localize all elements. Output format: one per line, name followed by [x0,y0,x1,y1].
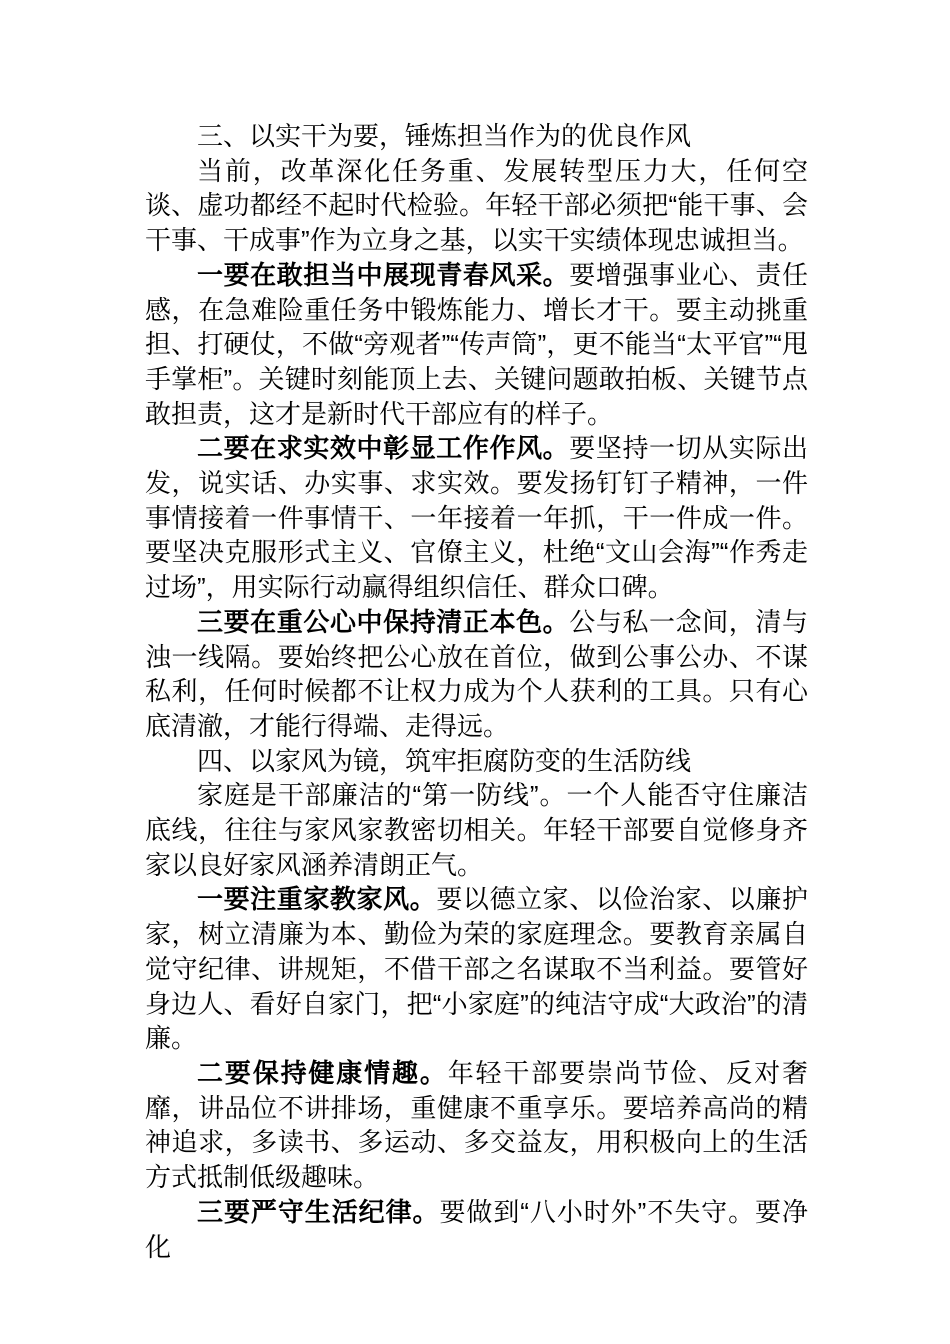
paragraph-text: 要坚持一切从实际出发，说实话、办实事、求实效。要发扬钉钉子精神，一件事情接着一件事情干、一年接着一年抓，干一件成一件。要坚决克服形式主义、官僚主义，杜绝“文山会海”“作秀走过场”，用实际行动赢得组织信任、群众口碑。 [145,433,808,603]
paragraph [145,1195,808,1264]
paragraph-lead: 三要在重公心中保持清正本色。 [197,606,570,637]
paragraph-lead: 三要严守生活纪律。 [197,1196,440,1227]
paragraph-text: 要以德立家、以俭治家、以廉护家，树立清廉为本、勤俭为荣的家庭理念。要教育亲属自觉守纪律、讲规矩，不借干部之名谋取不当利益。要管好身边人、看好自家门，把“小家庭”的纯洁守成“大政治”的清廉。 [145,884,808,1054]
paragraph-lead: 二要保持健康情趣。 [197,1057,448,1088]
document-text-block [145,119,808,1264]
paragraph [145,431,808,605]
paragraph-text: 要做到“八小时外”不失守。要净化 [145,1196,808,1262]
paragraph-text: 四、以家风为镜，筑牢拒腐防变的生活防线 [197,745,692,776]
paragraph-text: 年轻干部要崇尚节俭、反对奢靡，讲品位不讲排场，重健康不重享乐。要培养高尚的精神追求，多读书、多运动、多交益友，用积极向上的生活方式抵制低级趣味。 [145,1057,808,1193]
paragraph [145,778,808,882]
paragraph [145,882,808,1056]
section-heading [145,119,808,154]
paragraph [145,258,808,432]
paragraph-text: 公与私一念间，清与浊一线隔。要始终把公心放在首位，做到公事公办、不谋私利，任何时候都不让权力成为个人获利的工具。只有心底清澈，才能行得端、走得远。 [145,606,808,741]
paragraph [145,605,808,744]
paragraph-lead: 二要在求实效中彰显工作作风。 [197,433,570,464]
paragraph [145,154,808,258]
paragraph-text: 家庭是干部廉洁的“第一防线”。一个人能否守住廉洁底线，往往与家风家教密切相关。年轻干部要自觉修身齐家以良好家风涵养清朗正气。 [145,780,808,880]
paragraph-text: 三、以实干为要，锤炼担当作为的优良作风 [197,121,692,151]
paragraph-text: 当前，改革深化任务重、发展转型压力大，任何空谈、虚功都经不起时代检验。年轻干部必须把“能干事、会干事、干成事”作为立身之基，以实干实绩体现忠诚担当。 [145,155,808,256]
section-heading [145,744,808,779]
paragraph-lead: 一要在敢担当中展现青春风采。 [197,259,570,290]
paragraph-lead: 一要注重家教家风。 [197,884,437,915]
paragraph-text: 要增强事业心、责任感，在急难险重任务中锻炼能力、增长才干。要主动挑重担、打硬仗，不做“旁观者”“传声筒”，更不能当“太平官”“甩手掌柜”。关键时刻能顶上去、关键问题敢拍板、关键节点敢担责，这才是新时代干部应有的样子。 [145,259,808,429]
paragraph [145,1056,808,1195]
